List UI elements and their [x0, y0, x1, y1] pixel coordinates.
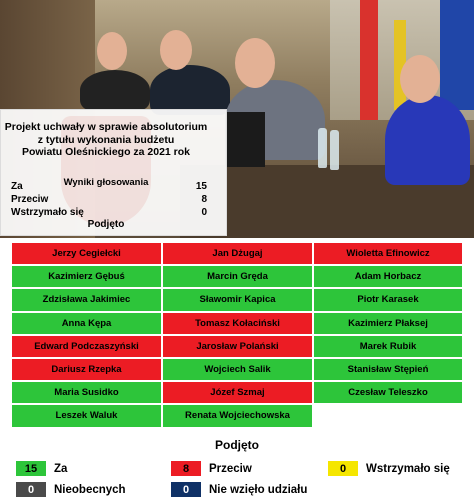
legend-za-count: 15 — [16, 461, 46, 476]
resolution-title — [1, 121, 211, 159]
councillor-figure — [80, 70, 150, 110]
legend-wstrzymal-label: Wstrzymało się — [366, 462, 450, 475]
legend-przeciw — [171, 461, 252, 476]
result-label: Za — [11, 181, 23, 192]
session-photo — [0, 0, 474, 238]
vote-cell: Wojciech Salik — [162, 358, 313, 381]
vote-cell: Marek Rubik — [313, 335, 463, 358]
result-row-przeciw — [11, 194, 207, 205]
vote-info-panel — [0, 109, 227, 236]
verdict-text: Podjęto — [87, 219, 125, 230]
legend-nie-wzielo-count: 0 — [171, 482, 201, 497]
legend-przeciw-count: 8 — [171, 461, 201, 476]
vote-cell: Wioletta Efinowicz — [313, 242, 463, 265]
vote-cell: Renata Wojciechowska — [162, 404, 313, 427]
summary-title: Podjęto — [215, 438, 259, 452]
vote-cell: Józef Szmaj — [162, 381, 313, 404]
legend-nieobecnych-count: 0 — [16, 482, 46, 497]
councillor-head — [97, 32, 127, 70]
vote-cell — [313, 404, 463, 427]
resolution-title-line: z tytułu wykonania budżetu — [37, 133, 175, 146]
councillor-figure — [150, 65, 230, 115]
vote-cell: Jarosław Polański — [162, 335, 313, 358]
resolution-title-line: Projekt uchwały w sprawie absolutorium — [4, 121, 208, 133]
legend-przeciw-label: Przeciw — [209, 462, 252, 475]
resolution-title-line: Powiatu Oleśnickiego za 2021 rok — [21, 146, 191, 158]
legend-wstrzymal — [328, 461, 450, 476]
vote-cell: Tomasz Kołaciński — [162, 312, 313, 335]
vote-cell: Marcin Gręda — [162, 265, 313, 288]
legend-nieobecnych — [16, 482, 126, 497]
legend-za — [16, 461, 67, 476]
legend-wstrzymal-count: 0 — [328, 461, 358, 476]
flag-eu — [440, 0, 474, 110]
vote-cell: Edward Podczaszyński — [11, 335, 162, 358]
water-bottle — [330, 130, 339, 170]
vote-cell: Dariusz Rzepka — [11, 358, 162, 381]
vote-cell: Adam Horbacz — [313, 265, 463, 288]
legend-nie-wzielo-label: Nie wzięło udziału — [209, 483, 308, 496]
vote-cell: Sławomir Kapica — [162, 288, 313, 311]
vote-cell: Jan Dżugaj — [162, 242, 313, 265]
legend-nieobecnych-label: Nieobecnych — [54, 483, 126, 496]
vote-cell: Kazimierz Gębuś — [11, 265, 162, 288]
vote-cell: Zdzisława Jakimiec — [11, 288, 162, 311]
councillor-head — [160, 30, 192, 70]
result-label: Przeciw — [11, 194, 49, 205]
laptop — [225, 112, 265, 167]
water-bottle — [318, 128, 327, 168]
result-row-za — [11, 181, 207, 192]
legend-za-label: Za — [54, 462, 68, 475]
vote-cell: Stanisław Stępień — [313, 358, 463, 381]
result-row-wstrzymal — [11, 207, 207, 218]
results-heading: Wyniki głosowania — [63, 177, 149, 188]
legend-nie-wzielo — [171, 482, 307, 497]
vote-cell: Kazimierz Płaksej — [313, 312, 463, 335]
flag-poland — [360, 0, 378, 120]
councillor-head — [235, 38, 275, 88]
vote-cell: Leszek Waluk — [11, 404, 162, 427]
vote-cell: Maria Susidko — [11, 381, 162, 404]
result-label: Wstrzymało się — [11, 207, 84, 218]
vote-grid — [11, 242, 463, 428]
vote-cell: Jerzy Cegiełcki — [11, 242, 162, 265]
vote-cell: Czesław Teleszko — [313, 381, 463, 404]
result-value: 0 — [201, 207, 207, 218]
result-value: 15 — [195, 181, 207, 192]
vote-cell: Piotr Karasek — [313, 288, 463, 311]
vote-cell: Anna Kępa — [11, 312, 162, 335]
result-value: 8 — [201, 194, 207, 205]
councillor-head — [400, 55, 440, 103]
councillor-figure — [385, 95, 470, 185]
